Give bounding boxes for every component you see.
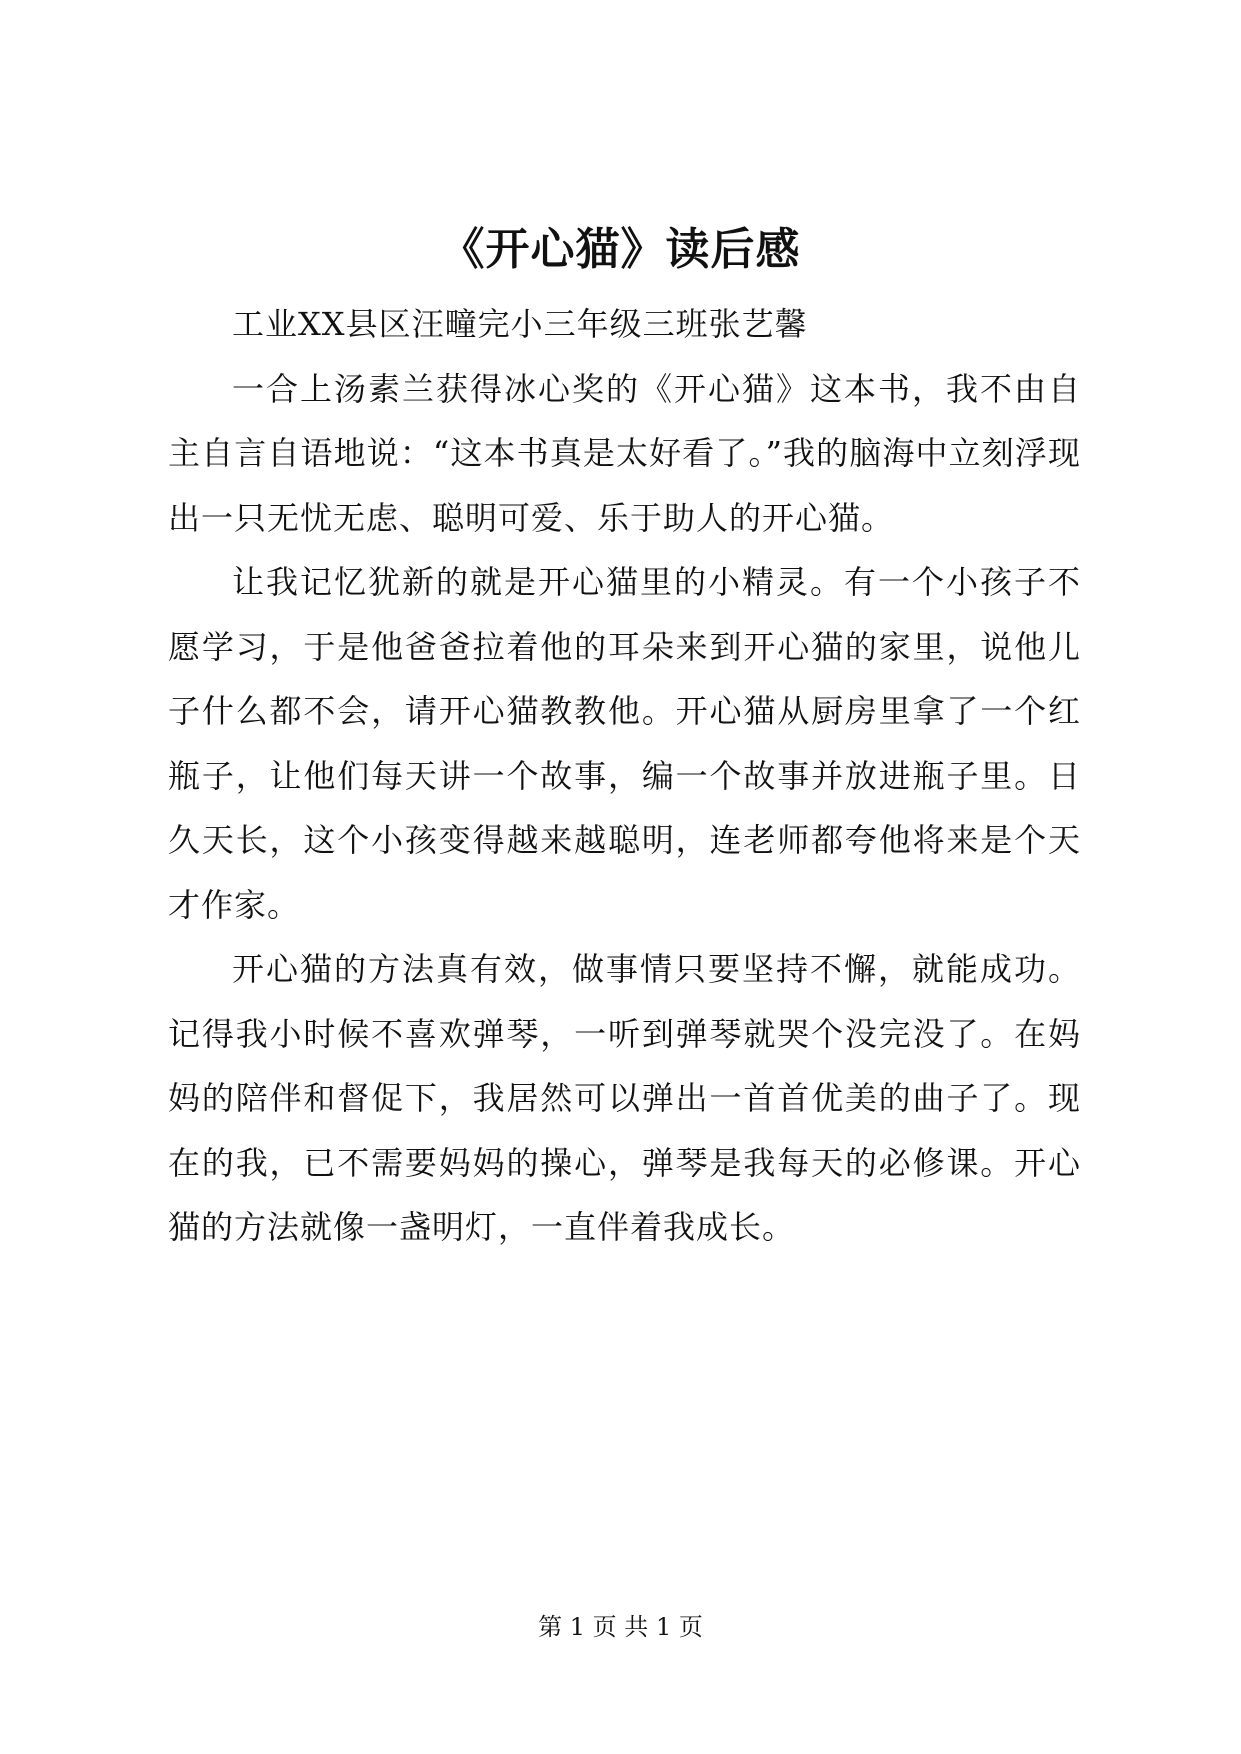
document-title: 《开心猫》读后感 [440, 224, 801, 275]
author-line: 工业XX县区汪疃完小三年级三班张艺馨 [232, 305, 808, 343]
paragraph: 一合上汤素兰获得冰心奖的《开心猫》这本书，我不由自主自言自语地说：“这本书真是太好看了。”我的脑海中立刻浮现出一只无忧无虑、聪明可爱、乐于助人的开心猫。 [168, 369, 1081, 537]
page-footer: 第 1 页 共 1 页 [538, 1613, 703, 1641]
document-body [168, 292, 1081, 1260]
paragraph: 开心猫的方法真有效，做事情只要坚持不懈，就能成功。记得我小时候不喜欢弹琴，一听到弹琴就哭个没完没了。在妈妈的陪伴和督促下，我居然可以弹出一首首优美的曲子了。现在的我，已不需要妈妈的操心，弹琴是我每天的必修课。开心猫的方法就像一盏明灯，一直伴着我成长。 [168, 950, 1081, 1246]
paragraph: 让我记忆犹新的就是开心猫里的小精灵。有一个小孩子不愿学习，于是他爸爸拉着他的耳朵来到开心猫的家里，说他儿子什么都不会，请开心猫教教他。开心猫从厨房里拿了一个红瓶子，让他们每天讲一个故事，编一个故事并放进瓶子里。日久天长，这个小孩变得越来越聪明，连老师都夸他将来是个天才作家。 [168, 563, 1081, 924]
